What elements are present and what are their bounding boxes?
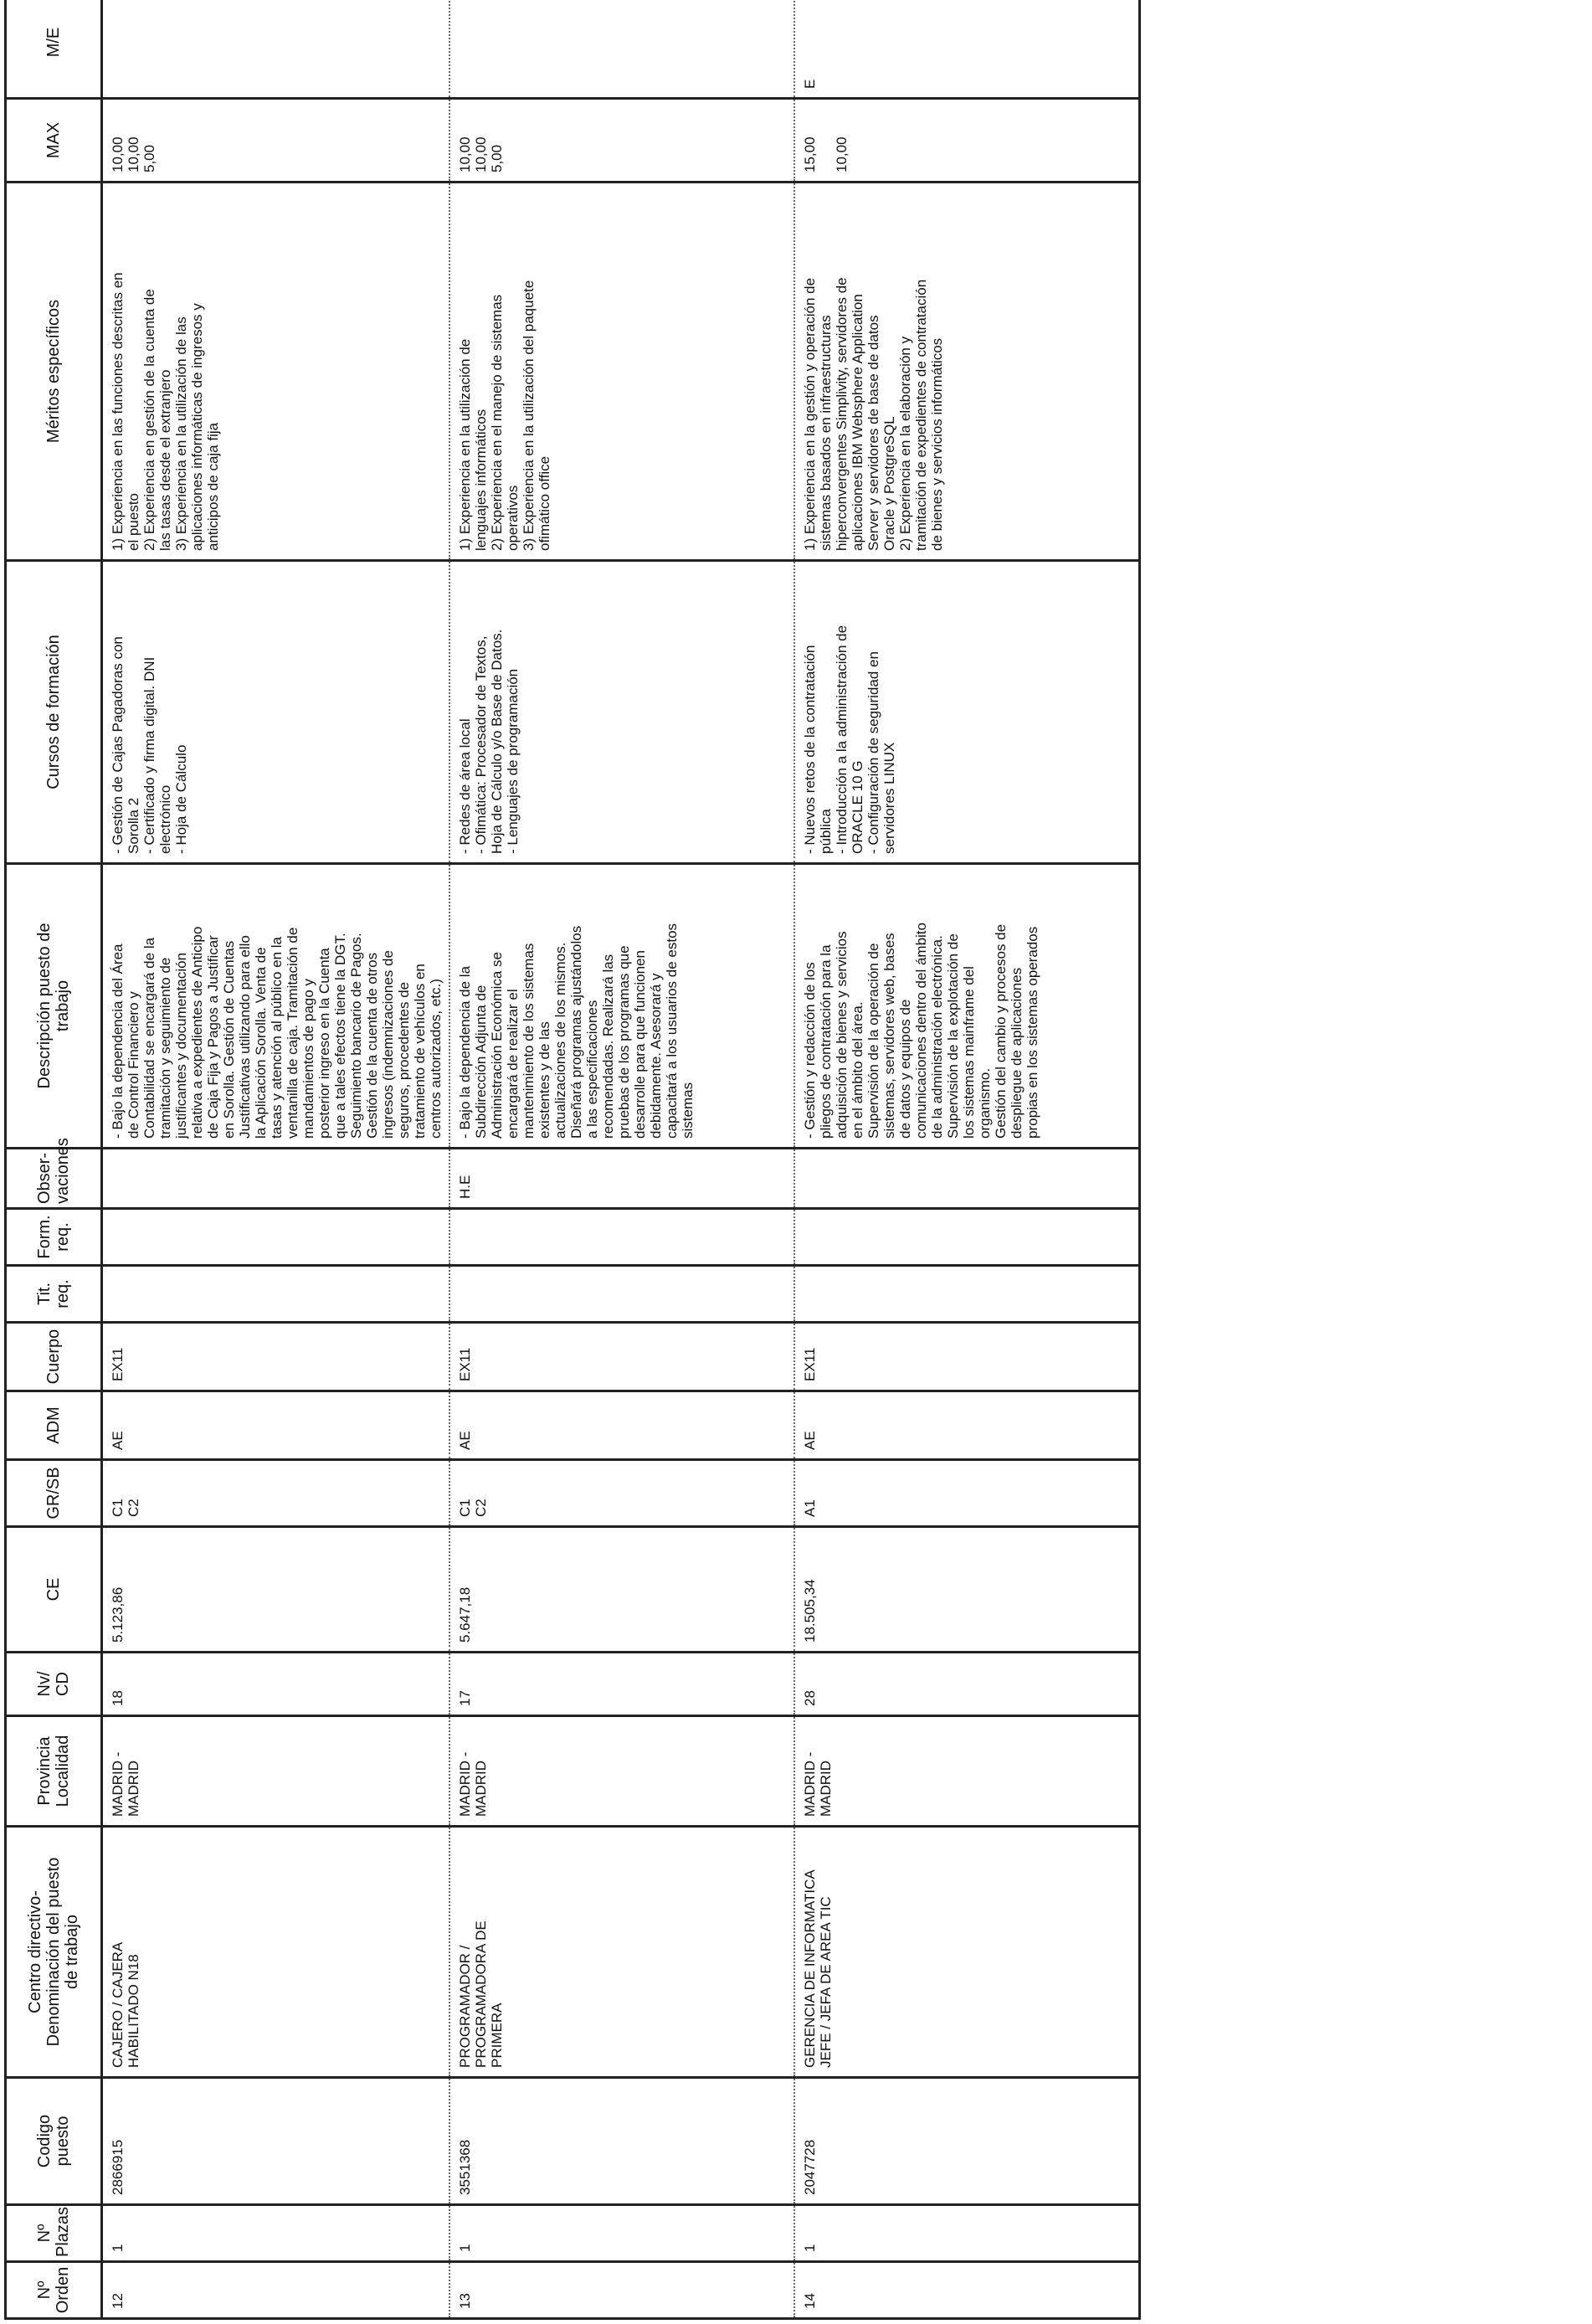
cell-titulacion xyxy=(794,1266,1140,1323)
header-row xyxy=(6,0,102,2319)
cell-ce: 5.647,18 xyxy=(449,1527,794,1653)
puestos-table xyxy=(4,0,1141,2320)
cell-titulacion xyxy=(102,1266,450,1323)
cell-cursos: - Redes de área local - Ofimática: Procesador de Textos, Hoja de Cálculo y/o Base de Datos. - Lenguajes de programación xyxy=(449,561,794,864)
cell-formacion xyxy=(449,1209,794,1266)
header-titulacion: Tit. req. xyxy=(6,1266,102,1323)
cell-nivel: 18 xyxy=(102,1653,450,1716)
cell-ce: 18.505,34 xyxy=(794,1527,1140,1653)
header-plazas: Nº Plazas xyxy=(6,2205,102,2262)
cell-adm: AE xyxy=(794,1391,1140,1460)
cell-descripcion: - Bajo la dependencia del Área de Control Financiero y Contabilidad se encargará de la tramitación y seguimiento de justificantes y documentación relativa a expedientes de Anticipo de Caja Fija y Pagos a Justificar en Sorolla. Gestión de Cuentas Justificativas utilizando para ello la Aplicación Sorolla. Venta de tasas y atención al público en la ventanilla de caja. Tramitación de mandamientos de pago y posterior ingreso en la Cuenta que a tales efectos tiene la DGT. Seguimiento bancario de Pagos. Gestión de la cuenta de otros ingresos (indemnizaciones de seguros, procedentes de tratamiento de vehículos en centros autorizados, etc.) xyxy=(102,864,450,1149)
header-ce: CE xyxy=(6,1527,102,1653)
cell-grupo: A1 xyxy=(794,1460,1140,1527)
cell-orden: 13 xyxy=(449,2262,794,2319)
cell-meritos: 1) Experiencia en las funciones descritas en el puesto 2) Experiencia en gestión de la cuenta de las tasas desde el extranjero 3) Experiencia en la utilización de las aplicaciones informáticas de ingresos y anticipos de caja fija xyxy=(102,183,450,561)
cell-observaciones xyxy=(794,1149,1140,1209)
header-centro: Centro directivo- Denominación del puesto de trabajo xyxy=(6,1827,102,2078)
header-nivel: Nv/ CD xyxy=(6,1653,102,1716)
cell-adm: AE xyxy=(102,1391,450,1460)
header-me: M/E xyxy=(6,0,102,99)
cell-descripcion: - Gestión y redacción de los pliegos de contratación para la adquisición de bienes y servicios en el ámbito del área. Supervisión de la operación de sistemas, servidores web, bases de datos y equipos de comunicaciones dentro del ámbito de la administración electrónica. Supervisión de la explotación de los sistemas mainframe del organismo. Gestión del cambio y procesos de despliegue de aplicaciones propias en los sistemas operados xyxy=(794,864,1140,1149)
cell-orden: 12 xyxy=(102,2262,450,2319)
table-row xyxy=(794,0,1140,2319)
header-adm: ADM xyxy=(6,1391,102,1460)
cell-meritos: 1) Experiencia en la gestión y operación de sistemas basados en infraestructuras hiperconvergentes Simplivity, servidores de aplicaciones IBM Websphere Application Server y servidores de base de datos Oracle y PostgreSQL 2) Experiencia en la elaboración y tramitación de expedientes de contratación de bienes y servicios informáticos xyxy=(794,183,1140,561)
cell-provincia: MADRID - MADRID xyxy=(449,1716,794,1827)
header-descripcion: Descripción puesto de trabajo xyxy=(6,864,102,1149)
denominacion-puesto: PROGRAMADOR / PROGRAMADORA DE PRIMERA xyxy=(457,1920,505,2068)
header-cursos: Cursos de formación xyxy=(6,561,102,864)
table-row xyxy=(449,0,794,2319)
cell-grupo: C1 C2 xyxy=(102,1460,450,1527)
denominacion-puesto: JEFE / JEFA DE AREA TIC xyxy=(818,1896,834,2068)
cell-adm: AE xyxy=(449,1391,794,1460)
cell-centro xyxy=(449,1827,794,2078)
cell-cuerpo: EX11 xyxy=(102,1323,450,1391)
cell-max: 10,00 10,00 5,00 xyxy=(102,99,450,183)
cell-formacion xyxy=(794,1209,1140,1266)
cell-max: 10,00 10,00 5,00 xyxy=(449,99,794,183)
cell-provincia: MADRID - MADRID xyxy=(102,1716,450,1827)
cell-cuerpo: EX11 xyxy=(794,1323,1140,1391)
cell-codigo: 2047728 xyxy=(794,2078,1140,2205)
cell-centro xyxy=(102,1827,450,2078)
cell-orden: 14 xyxy=(794,2262,1140,2319)
header-cuerpo: Cuerpo xyxy=(6,1323,102,1391)
cell-cuerpo: EX11 xyxy=(449,1323,794,1391)
header-meritos: Méritos específicos xyxy=(6,183,102,561)
cell-cursos: - Nuevos retos de la contratación pública - Introducción a la administración de ORACLE 10 G - Configuración de seguridad en servidores LINUX xyxy=(794,561,1140,864)
header-codigo: Codigo puesto xyxy=(6,2078,102,2205)
header-orden: Nº Orden xyxy=(6,2262,102,2319)
header-formacion: Form. req. xyxy=(6,1209,102,1266)
cell-formacion xyxy=(102,1209,450,1266)
header-provincia: Provincia Localidad xyxy=(6,1716,102,1827)
cell-plazas: 1 xyxy=(449,2205,794,2262)
cell-observaciones: H.E xyxy=(449,1149,794,1209)
cell-plazas: 1 xyxy=(102,2205,450,2262)
cell-descripcion: - Bajo la dependencia de la Subdirección Adjunta de Administración Económica se encargará de realizar el mantenimiento de los sistemas existentes y de las actualizaciones de los mismos. Diseñará programas ajustándolos a las especificaciones recomendadas. Realizará las pruebas de los programas que desarrolle para que funcionen debidamente. Asesorará y capacitará a los usuarios de estos sistemas xyxy=(449,864,794,1149)
cell-grupo: C1 C2 xyxy=(449,1460,794,1527)
cell-nivel: 17 xyxy=(449,1653,794,1716)
cell-plazas: 1 xyxy=(794,2205,1140,2262)
cell-titulacion xyxy=(449,1266,794,1323)
cell-nivel: 28 xyxy=(794,1653,1140,1716)
header-max: MAX xyxy=(6,99,102,183)
cell-max: 15,00 10,00 xyxy=(794,99,1140,183)
cell-codigo: 2866915 xyxy=(102,2078,450,2205)
centro-directivo: GERENCIA DE INFORMATICA xyxy=(802,1869,818,2068)
denominacion-puesto: CAJERO / CAJERA HABILITADO N18 xyxy=(110,1941,141,2068)
table-row xyxy=(102,0,450,2319)
cell-observaciones xyxy=(102,1149,450,1209)
cell-provincia: MADRID - MADRID xyxy=(794,1716,1140,1827)
cell-ce: 5.123,86 xyxy=(102,1527,450,1653)
cell-cursos: - Gestión de Cajas Pagadoras con Sorolla 2 - Certificado y firma digital. DNI electrónico - Hoja de Cálculo xyxy=(102,561,450,864)
cell-me xyxy=(449,0,794,99)
cell-centro xyxy=(794,1827,1140,2078)
cell-me: E xyxy=(794,0,1140,99)
cell-meritos: 1) Experiencia en la utilización de lenguajes informáticos 2) Experiencia en el manejo de sistemas operativos 3) Experiencia en la utilización del paquete ofimático office xyxy=(449,183,794,561)
header-grupo: GR/SB xyxy=(6,1460,102,1527)
cell-me xyxy=(102,0,450,99)
cell-codigo: 3551368 xyxy=(449,2078,794,2205)
header-observaciones: Obser- vaciones xyxy=(6,1149,102,1209)
